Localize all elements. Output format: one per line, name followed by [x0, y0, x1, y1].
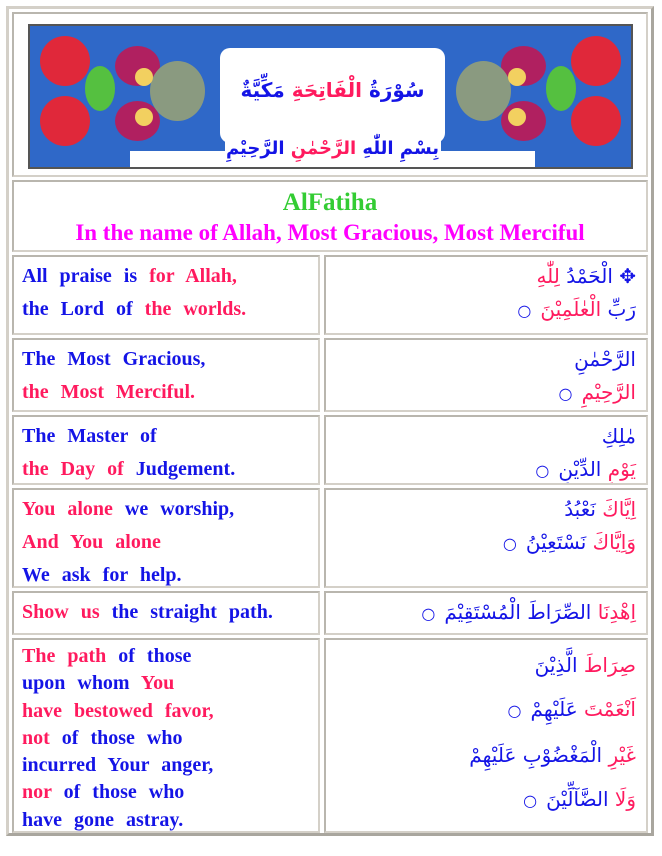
text-segment: الدِّيْنِ	[558, 457, 602, 481]
text-segment: عَلَيْهِمْ	[530, 697, 578, 721]
text-segment: the Most Merciful.	[22, 381, 196, 403]
english-line	[22, 807, 318, 833]
arabic-line	[326, 260, 636, 293]
english-line	[22, 493, 318, 526]
text-segment: يَوْمِ	[601, 457, 636, 481]
verse-1-english-cell	[12, 255, 320, 335]
decorative-banner	[12, 12, 648, 177]
english-line	[22, 453, 318, 485]
english-line	[22, 779, 318, 806]
text-segment: incurred Your anger,	[22, 754, 214, 777]
text-segment: of those	[118, 645, 192, 667]
english-line	[22, 559, 318, 588]
text-segment: The path	[22, 645, 119, 667]
text-segment: صِرَاطَ	[577, 653, 636, 677]
arabic-line	[326, 493, 636, 526]
text-segment: All praise is	[22, 265, 150, 287]
title-cell	[12, 180, 648, 252]
text-segment: الرَّحِيْمِ	[225, 138, 285, 159]
verse-end-icon: ○	[558, 384, 578, 403]
english-line	[22, 643, 318, 670]
text-segment: الْمَغْضُوْبِ عَلَيْهِمْ	[469, 743, 603, 767]
text-segment: الْحَمْدُ	[559, 264, 613, 288]
verse-end-icon: ○	[523, 791, 543, 810]
text-segment: وَلَا	[608, 787, 636, 811]
arabic-line	[326, 596, 636, 630]
arabic-line	[326, 777, 636, 823]
text-segment: اِيَّاكَ	[595, 497, 636, 521]
text-segment: Show us	[22, 601, 112, 623]
arabic-line	[326, 453, 636, 485]
verse-end-icon: ○	[535, 461, 555, 480]
text-segment: for Allah,	[149, 265, 237, 287]
text-segment: have gone astray.	[22, 808, 184, 831]
arabic-line	[326, 420, 636, 453]
text-segment: اِهْدِنَا	[591, 600, 636, 624]
text-segment: Judgement.	[135, 458, 236, 480]
surah-subtitle: In the name of Allah, Most Gracious, Most Merciful	[75, 220, 585, 245]
text-segment: The Master of	[22, 425, 157, 447]
banner-bismillah	[30, 138, 633, 159]
text-segment: of those who	[61, 726, 183, 749]
english-line	[22, 670, 318, 697]
english-line	[22, 725, 318, 752]
verse-5-english-cell	[12, 591, 320, 635]
english-line	[22, 752, 318, 779]
text-segment: the straight path.	[111, 601, 273, 623]
text-segment: اَنْعَمْتَ	[577, 697, 636, 721]
text-segment: have bestowed favor,	[22, 699, 214, 722]
verse-1-arabic-cell	[324, 255, 648, 335]
verse-4-arabic-cell	[324, 488, 648, 588]
text-segment: nor	[22, 781, 64, 804]
arabic-line	[326, 293, 636, 327]
verse-end-icon: ○	[502, 534, 522, 553]
text-segment: مٰلِكِ	[601, 424, 636, 448]
verse-3-english-cell	[12, 415, 320, 485]
text-segment: You	[140, 672, 175, 695]
text-segment: the worlds.	[144, 298, 247, 320]
english-line	[22, 596, 318, 629]
verse-end-icon: ○	[507, 701, 527, 720]
text-segment: الضَّآلِّيْنَ	[546, 787, 609, 811]
text-segment: الْفَاتِحَةِ	[284, 78, 363, 102]
text-segment: رَبِّ	[601, 297, 636, 321]
text-segment: لِلّٰهِ	[536, 264, 560, 288]
text-segment: upon whom	[22, 672, 141, 695]
text-segment: نَعْبُدُ	[564, 497, 596, 521]
text-segment: مَكِّيَّةٌ	[240, 78, 285, 102]
verse-6-english-cell	[12, 638, 320, 833]
verse-2-arabic-cell	[324, 338, 648, 412]
text-segment: And You alone	[22, 531, 161, 553]
verse-6-arabic-cell	[324, 638, 648, 833]
arabic-line	[326, 376, 636, 410]
text-segment: الْعٰلَمِيْنَ	[540, 297, 602, 321]
ornament-frame	[28, 24, 633, 169]
verse-end-icon: ○	[517, 301, 537, 320]
english-line	[22, 526, 318, 559]
english-line	[22, 376, 318, 409]
verse-5-arabic-cell	[324, 591, 648, 635]
arabic-line	[326, 733, 636, 777]
flower-ornament-icon: ✥	[612, 264, 636, 288]
surah-title: AlFatiha	[282, 189, 378, 216]
text-segment: We ask for help.	[22, 564, 182, 586]
text-segment: الرَّحِيْمِ	[581, 380, 636, 404]
surah-table	[6, 6, 654, 836]
arabic-line	[326, 526, 636, 560]
english-line	[22, 420, 318, 453]
arabic-line	[326, 343, 636, 376]
text-segment: the Day of	[22, 458, 136, 480]
text-segment: سُوْرَةُ	[362, 78, 425, 102]
text-segment: الرَّحْمٰنِ	[574, 347, 636, 371]
verse-2-english-cell	[12, 338, 320, 412]
verse-4-english-cell	[12, 488, 320, 588]
text-segment: You alone	[22, 498, 125, 520]
banner-surah-name	[30, 78, 633, 102]
text-segment: of those who	[63, 781, 185, 804]
text-segment: الَّذِيْنَ	[534, 653, 578, 677]
text-segment: وَاِيَّاكَ	[586, 530, 636, 554]
verse-3-arabic-cell	[324, 415, 648, 485]
text-segment: we worship,	[124, 498, 235, 520]
text-segment: الصِّرَاطَ الْمُسْتَقِيْمَ	[444, 600, 592, 624]
english-line	[22, 698, 318, 725]
text-segment: الرَّحْمٰنِ	[284, 138, 357, 159]
english-line	[22, 293, 318, 326]
text-segment: The Most Gracious,	[22, 348, 206, 370]
english-line	[22, 260, 318, 293]
text-segment: نَسْتَعِيْنُ	[525, 530, 587, 554]
arabic-line	[326, 687, 636, 733]
text-segment: not	[22, 726, 62, 749]
arabic-line	[326, 643, 636, 687]
text-segment: بِسْمِ اللّٰهِ	[356, 138, 440, 159]
text-segment: غَيْرِ	[602, 743, 636, 767]
english-line	[22, 343, 318, 376]
text-segment: the Lord of	[22, 298, 145, 320]
verse-end-icon: ○	[421, 604, 441, 623]
